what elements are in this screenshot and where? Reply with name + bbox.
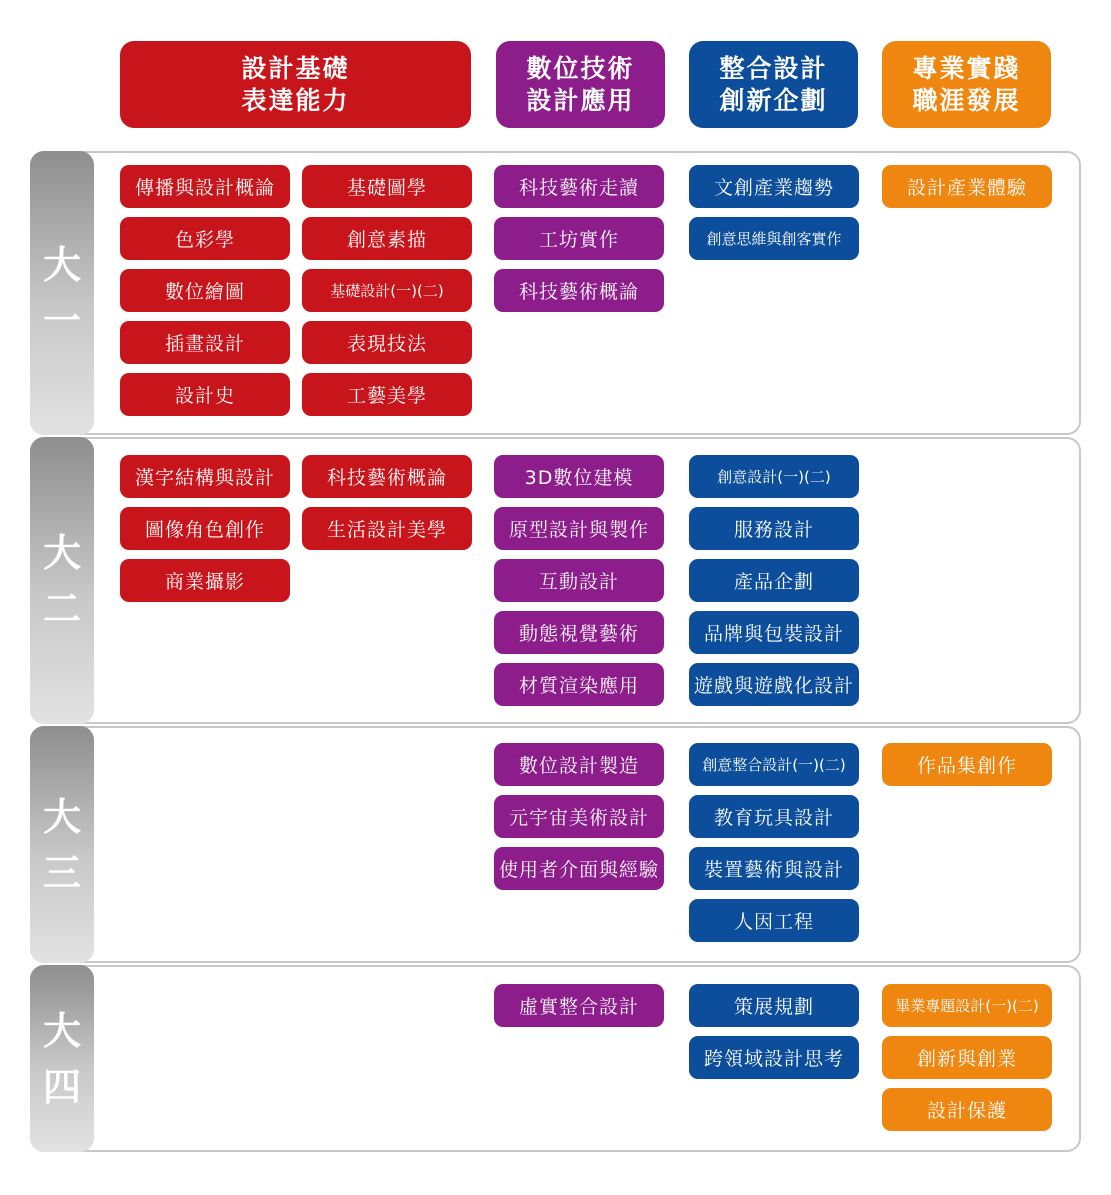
course-pill[interactable]: 數位繪圖 [120, 269, 290, 312]
course-pill[interactable]: 數位設計製造 [494, 743, 664, 786]
course-pill[interactable]: 材質渲染應用 [494, 663, 664, 706]
course-pill[interactable]: 基礎圖學 [302, 165, 472, 208]
year-label-char: 大 [42, 794, 81, 839]
year-label-char: 一 [42, 299, 81, 343]
course-pill[interactable]: 教育玩具設計 [689, 795, 859, 838]
year-label-1 [30, 151, 94, 435]
course-pill[interactable]: 遊戲與遊戲化設計 [689, 663, 859, 706]
column-header-2: 數位技術 設計應用 [496, 41, 665, 128]
course-pill[interactable]: 表現技法 [302, 321, 472, 364]
year-label-char: 二 [42, 586, 81, 631]
course-pill[interactable]: 互動設計 [494, 559, 664, 602]
year-label-char: 三 [42, 850, 81, 895]
course-pill[interactable]: 生活設計美學 [302, 507, 472, 550]
course-pill[interactable]: 元宇宙美術設計 [494, 795, 664, 838]
course-pill[interactable]: 設計產業體驗 [882, 165, 1052, 208]
year-label-2 [30, 437, 94, 724]
course-pill[interactable]: 創新與創業 [882, 1036, 1052, 1079]
course-pill[interactable]: 圖像角色創作 [120, 507, 290, 550]
course-pill[interactable]: 畢業專題設計(一)(二) [882, 984, 1052, 1027]
course-pill[interactable]: 策展規劃 [689, 984, 859, 1027]
course-pill[interactable]: 作品集創作 [882, 743, 1052, 786]
course-pill[interactable]: 服務設計 [689, 507, 859, 550]
year-label-3 [30, 726, 94, 963]
course-pill[interactable]: 人因工程 [689, 899, 859, 942]
course-pill[interactable]: 商業攝影 [120, 559, 290, 602]
column-header-1: 設計基礎 表達能力 [120, 41, 471, 128]
course-pill[interactable]: 色彩學 [120, 217, 290, 260]
course-pill[interactable]: 工坊實作 [494, 217, 664, 260]
course-pill[interactable]: 設計史 [120, 373, 290, 416]
course-pill[interactable]: 虛實整合設計 [494, 984, 664, 1027]
column-header-4: 專業實踐 職涯發展 [882, 41, 1051, 128]
course-pill[interactable]: 創意設計(一)(二) [689, 455, 859, 498]
course-pill[interactable]: 漢字結構與設計 [120, 455, 290, 498]
course-pill[interactable]: 創意整合設計(一)(二) [689, 743, 859, 786]
course-pill[interactable]: 創意素描 [302, 217, 472, 260]
course-pill[interactable]: 設計保護 [882, 1088, 1052, 1131]
year-label-char: 大 [42, 530, 81, 575]
course-pill[interactable]: 動態視覺藝術 [494, 611, 664, 654]
year-label-char: 四 [42, 1064, 81, 1109]
year-label-char: 大 [42, 243, 81, 287]
course-pill[interactable]: 原型設計與製作 [494, 507, 664, 550]
course-pill[interactable]: 跨領域設計思考 [689, 1036, 859, 1079]
course-pill[interactable]: 插畫設計 [120, 321, 290, 364]
course-pill[interactable]: 產品企劃 [689, 559, 859, 602]
course-pill[interactable]: 科技藝術走讀 [494, 165, 664, 208]
course-pill[interactable]: 裝置藝術與設計 [689, 847, 859, 890]
course-pill[interactable]: 傳播與設計概論 [120, 165, 290, 208]
course-pill[interactable]: 創意思維與創客實作 [689, 217, 859, 260]
course-pill[interactable]: 科技藝術概論 [494, 269, 664, 312]
course-pill[interactable]: 工藝美學 [302, 373, 472, 416]
course-pill[interactable]: 品牌與包裝設計 [689, 611, 859, 654]
course-pill[interactable]: 基礎設計(一)(二) [302, 269, 472, 312]
column-header-3: 整合設計 創新企劃 [689, 41, 858, 128]
course-pill[interactable]: 科技藝術概論 [302, 455, 472, 498]
course-pill[interactable]: 3D數位建模 [494, 455, 664, 498]
course-pill[interactable]: 使用者介面與經驗 [494, 847, 664, 890]
year-label-char: 大 [42, 1008, 81, 1053]
course-pill[interactable]: 文創產業趨勢 [689, 165, 859, 208]
year-label-4 [30, 965, 94, 1152]
